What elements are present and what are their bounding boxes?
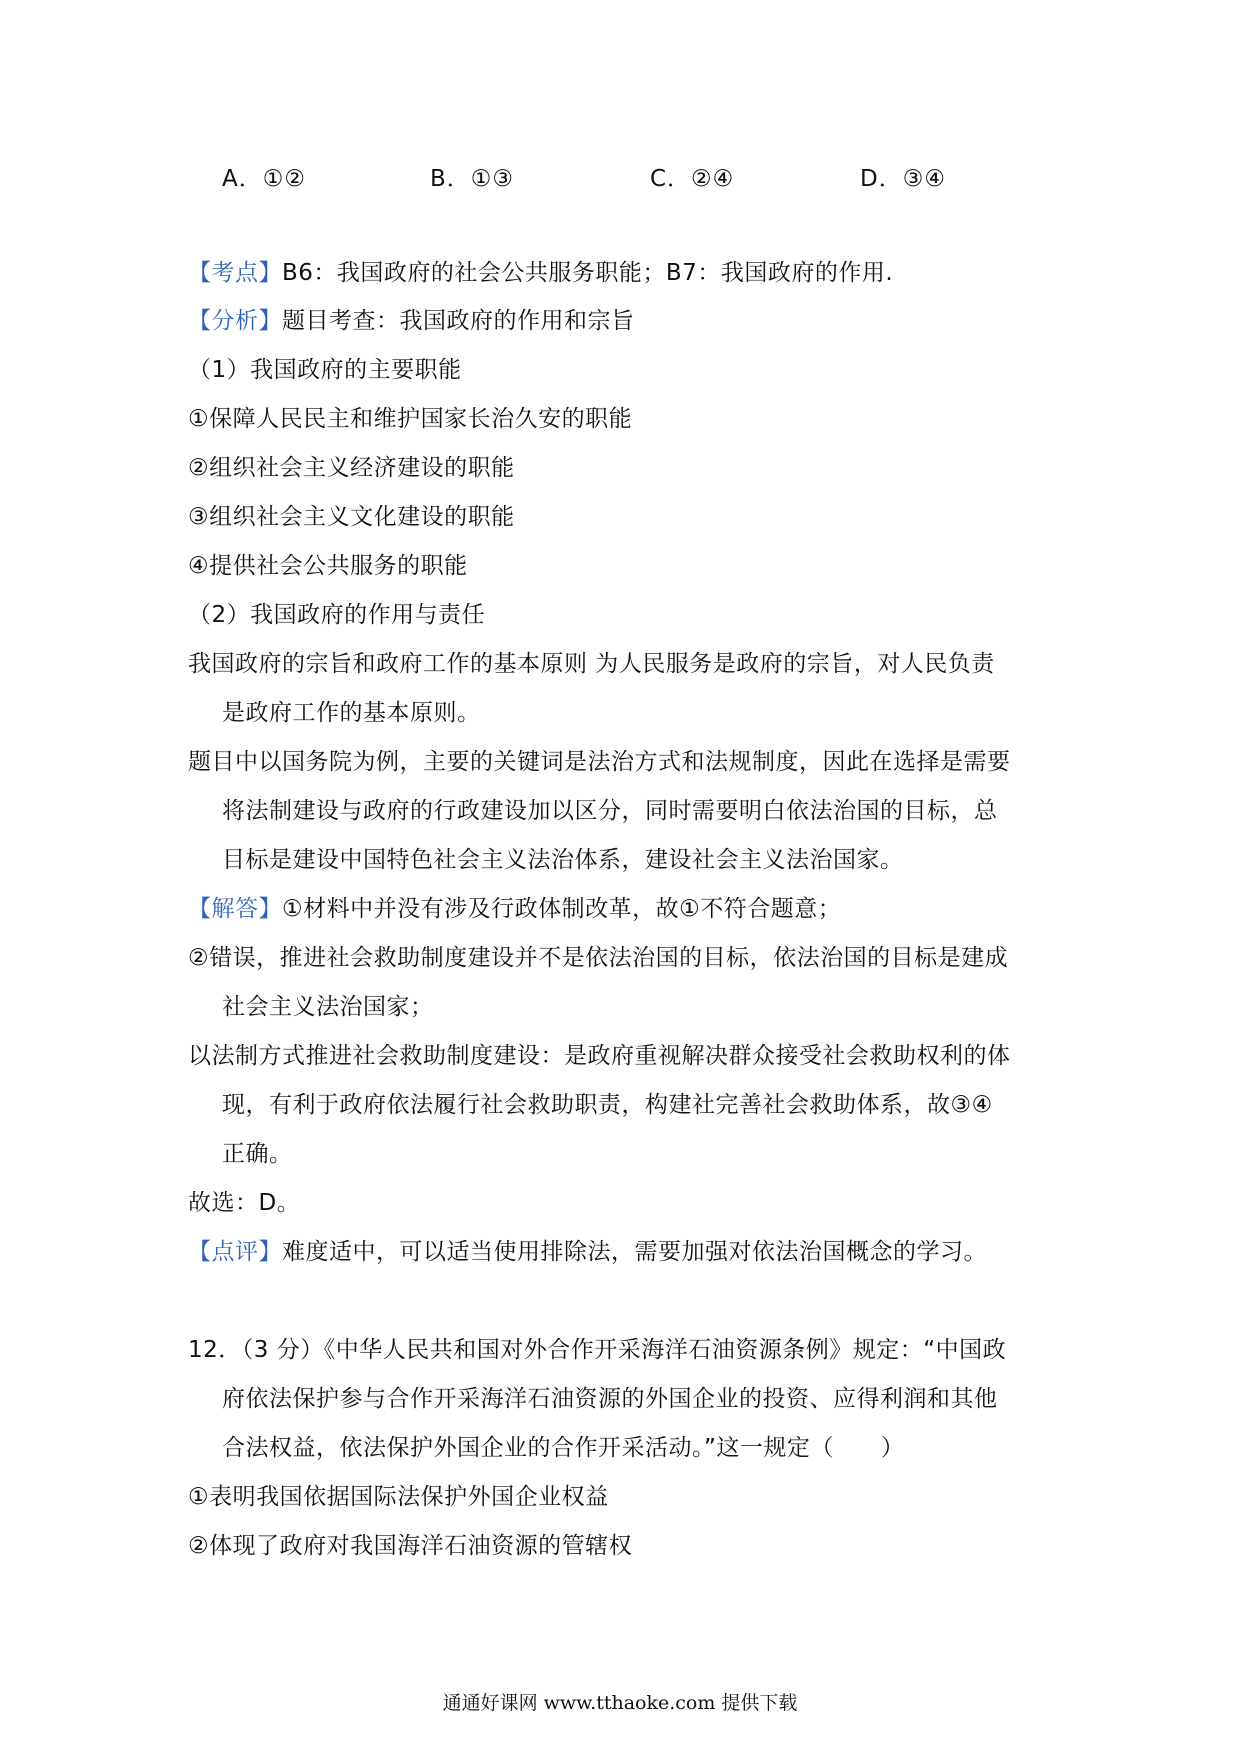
fenxi-line-9: 题目中以国务院为例，主要的关键词是法治方式和法规制度，因此在选择是需要 [188,749,1011,775]
fenxi-line-10: 将法制建设与政府的行政建设加以区分，同时需要明白依法治国的目标，总 [222,798,998,824]
option-c: C．②④ [650,166,735,192]
option-a: A．①② [222,166,306,192]
jieda-line-2: 社会主义法治国家； [222,994,434,1020]
fenxi-line-1: （1）我国政府的主要职能 [188,357,462,383]
jieda-line-4: 现，有利于政府依法履行社会救助职责，构建社完善社会救助体系，故③④ [222,1092,993,1118]
footer-credit: 通通好课网 www.tthaoke.com 提供下载 [442,1692,798,1714]
jieda-text: ①材料中并没有涉及行政体制改革，故①不符合题意； [282,896,842,922]
fenxi-line-2: ①保障人民民主和维护国家长治久安的职能 [188,406,633,432]
jieda-line-1: ②错误，推进社会救助制度建设并不是依法治国的目标，依法治国的目标是建成 [188,945,1009,971]
fenxi-line-8: 是政府工作的基本原则。 [222,700,481,726]
answer-options [0,160,1240,200]
dianping-tag: 【点评】 [188,1239,282,1265]
fenxi-line-7: 我国政府的宗旨和政府工作的基本原则 为人民服务是政府的宗旨，对人民负责 [188,651,995,677]
question12-option-1: ①表明我国依据国际法保护外国企业权益 [188,1484,609,1510]
fenxi-line-3: ②组织社会主义经济建设的职能 [188,455,515,481]
fenxi-line [188,306,1068,336]
jieda-line-6: 故选：D。 [188,1190,301,1216]
question12-option-2: ②体现了政府对我国海洋石油资源的管辖权 [188,1533,633,1559]
dianping-line [188,1237,1068,1267]
fenxi-line-11: 目标是建设中国特色社会主义法治体系，建设社会主义法治国家。 [222,847,904,873]
kaodian-tag: 【考点】 [188,260,282,286]
question12-line-3: 合法权益，依法保护外国企业的合作开采活动。”这一规定（ ） [222,1435,905,1461]
jieda-line-5: 正确。 [222,1141,293,1167]
jieda-line [188,894,1068,924]
dianping-text: 难度适中，可以适当使用排除法，需要加强对依法治国概念的学习。 [282,1239,987,1265]
jieda-line-3: 以法制方式推进社会救助制度建设：是政府重视解决群众接受社会救助权利的体 [188,1043,1011,1069]
option-b: B．①③ [430,166,515,192]
question12-line-2: 府依法保护参与合作开采海洋石油资源的外国企业的投资、应得利润和其他 [222,1386,998,1412]
question12-line-1: 12．（3 分）《中华人民共和国对外合作开采海洋石油资源条例》规定：“中国政 [188,1337,1007,1363]
option-d: D．③④ [860,166,946,192]
fenxi-line-5: ④提供社会公共服务的职能 [188,553,468,579]
kaodian-text: B6：我国政府的社会公共服务职能；B7：我国政府的作用. [282,260,894,286]
fenxi-line-6: （2）我国政府的作用与责任 [188,602,486,628]
fenxi-line-4: ③组织社会主义文化建设的职能 [188,504,515,530]
kaodian-line [188,258,1068,288]
fenxi-tag: 【分析】 [188,308,282,334]
jieda-tag: 【解答】 [188,896,282,922]
fenxi-text: 题目考查：我国政府的作用和宗旨 [282,308,635,334]
